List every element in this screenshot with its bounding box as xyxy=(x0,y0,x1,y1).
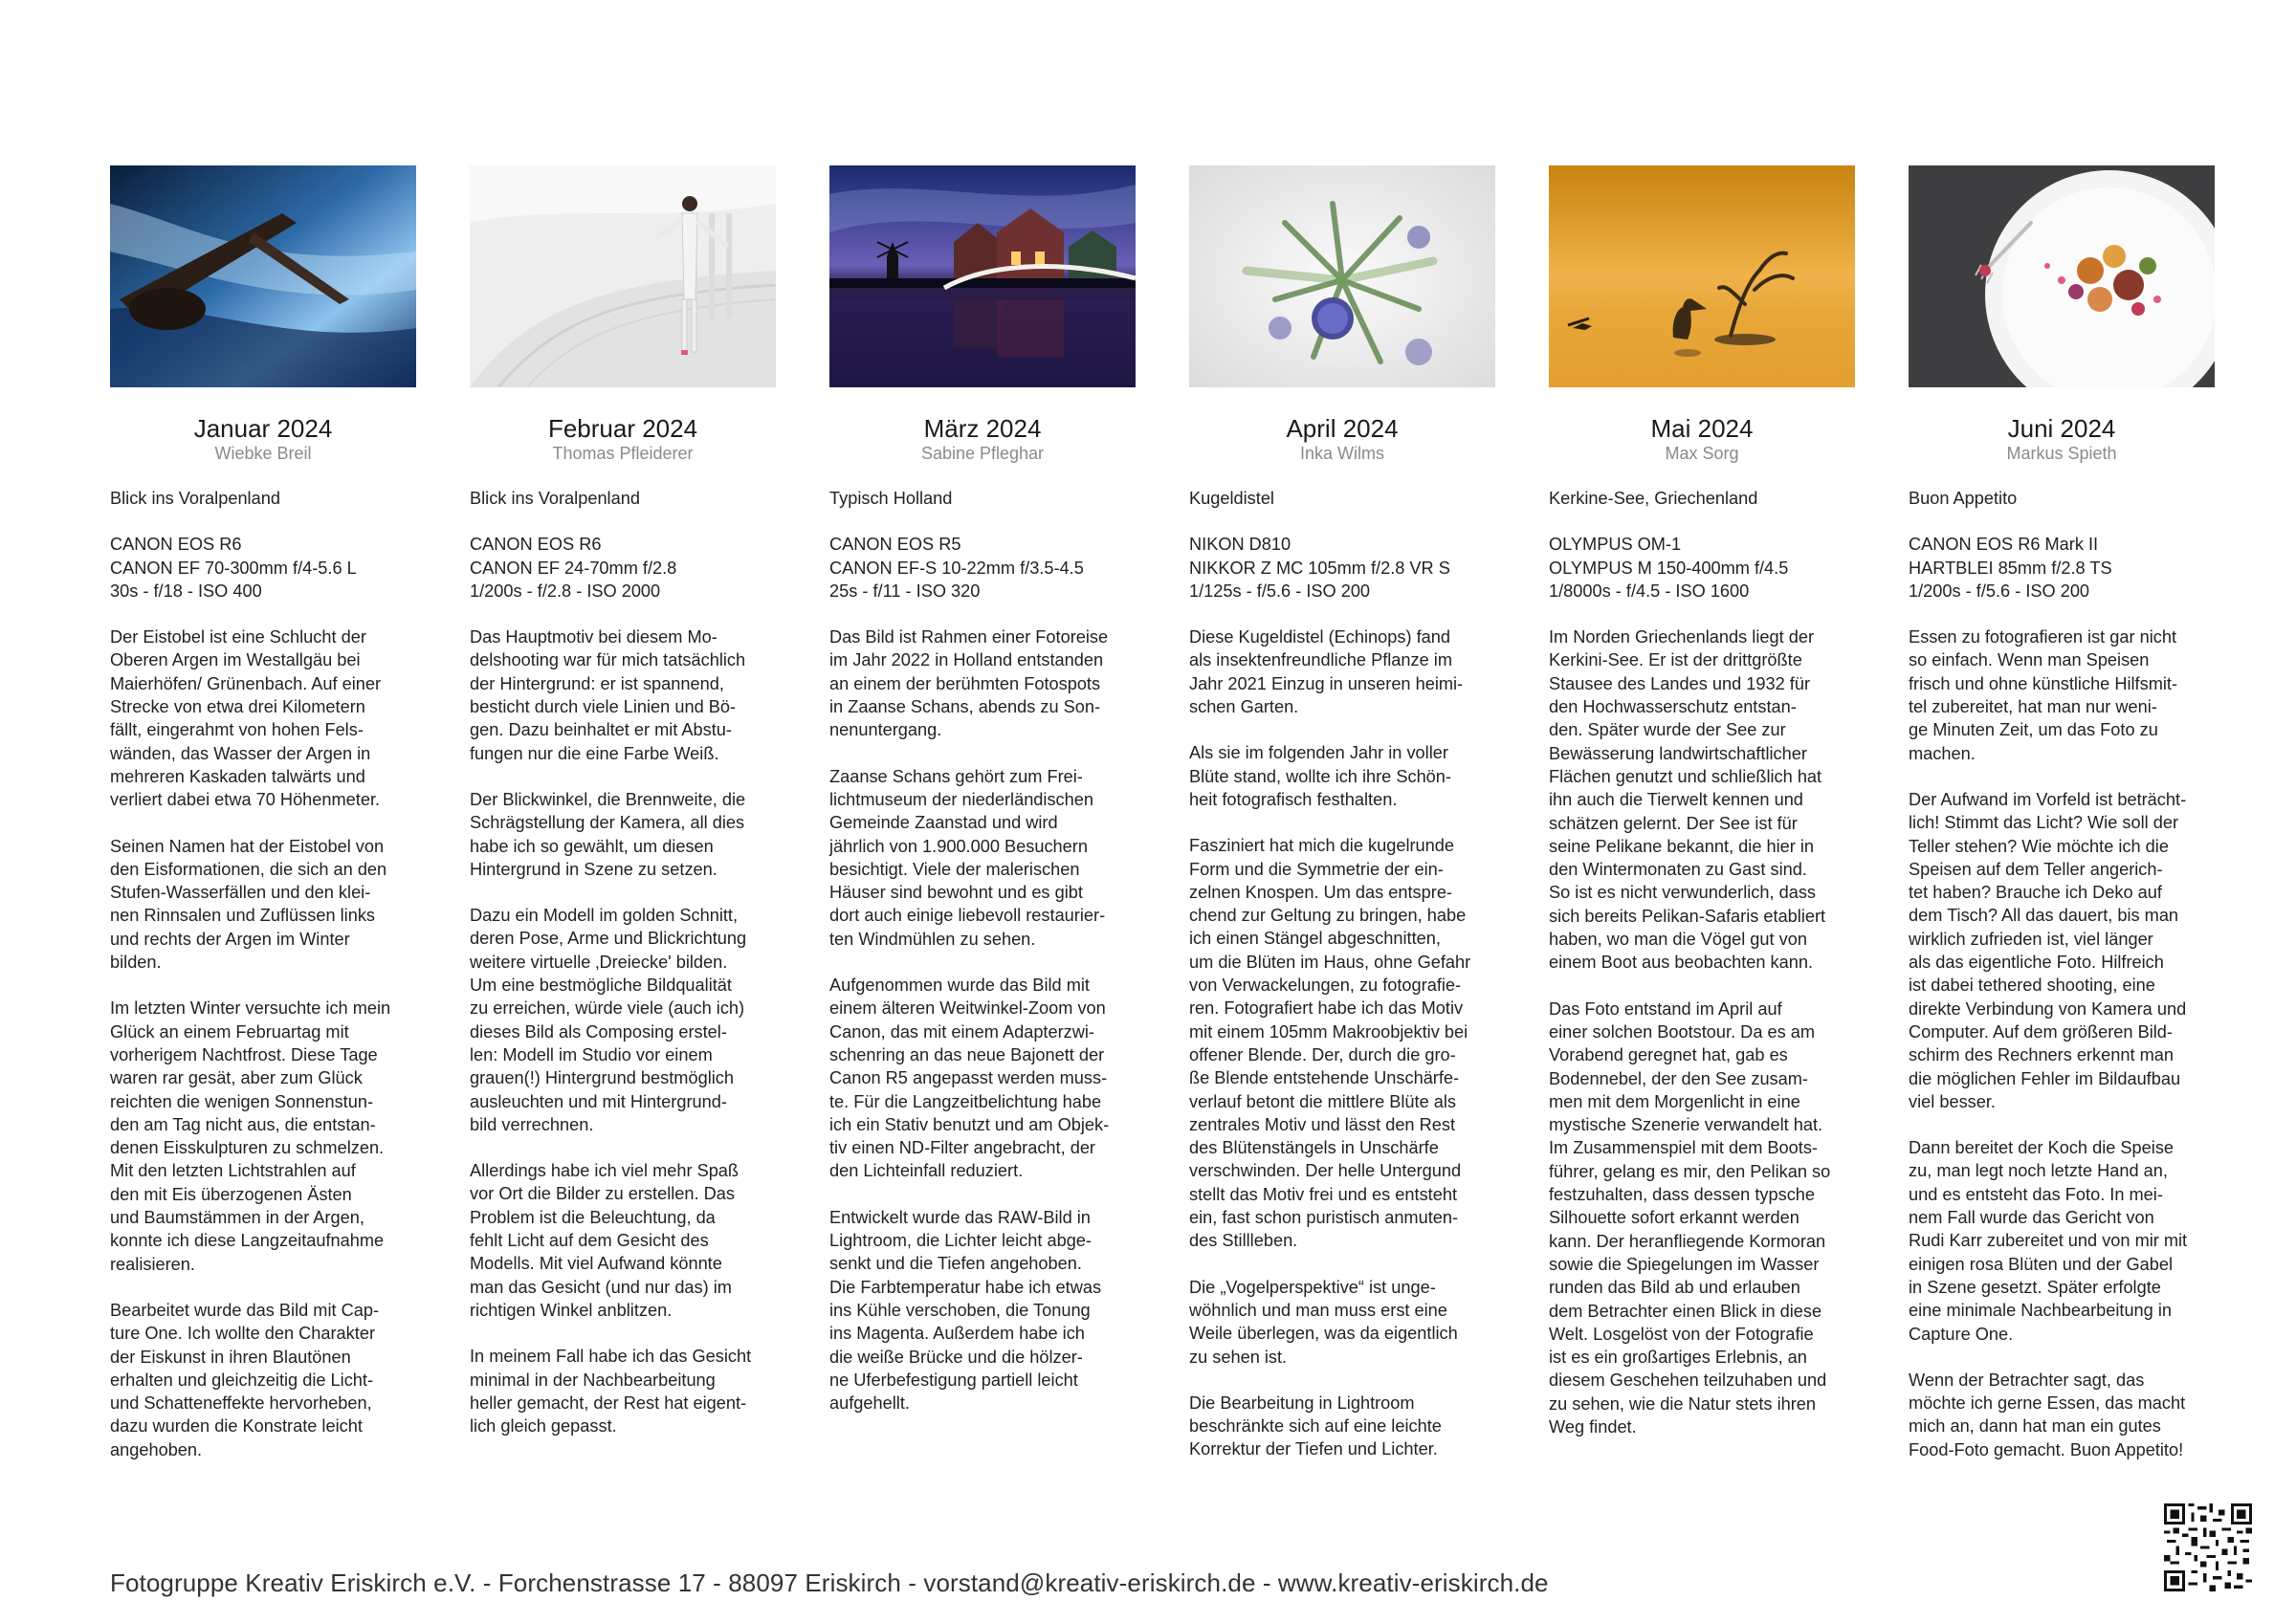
description-paragraph: Das Foto entstand im April auf einer solchen Bootstour. Da es am Vorabend geregnet hat, gab es Bodennebel, der den See zusam- men mit dem Morgenlicht in eine mystische Szenerie verwandelt hat. Im Zusammenspiel mit dem Boots- führer, gelang es mir, den Pelikan so festzuhalten, dass dessen typsche Silhouette sofort erkannt werden kann. Der heranfliegende Kormoran sowie die Spiegelungen im Wasser runden das Bild ab und erlauben dem Betrachter einen Blick in diese Welt. Losgelöst von der Fotografie ist es ein großartiges Erlebnis, an diesem Geschehen teilzuhaben und zu sehen, wie die Natur stets ihren Weg findet. xyxy=(1549,998,1831,1437)
photographer-name: Sabine Pfleghar xyxy=(920,444,1045,463)
description-paragraph: Diese Kugeldistel (Echinops) fand als insektenfreundliche Pflanze im Jahr 2021 Einzug in unseren heimi- schen Garten. xyxy=(1189,627,1464,717)
camera-model: CANON EOS R6 Mark II xyxy=(1909,535,2099,555)
description-paragraph: In meinem Fall habe ich das Gesicht minimal in der Nachbearbeitung heller gemacht, der Rest hat eigent- lich gleich gepasst. xyxy=(470,1347,752,1437)
camera-model: CANON EOS R5 xyxy=(829,535,961,555)
description-paragraph: Das Hauptmotiv bei diesem Mo- delshooting war für mich tatsächlich der Hintergrund: er ist spannend, besticht durch viele Linien und Bö- gen. Dazu beinhaltet er mit Abstu- fungen nur die eine Farbe Weiß. xyxy=(470,627,746,763)
lens-model: CANON EF-S 10-22mm f/3.5-4.5 xyxy=(829,558,1084,578)
exposure-settings: 30s - f/18 - ISO 400 xyxy=(110,581,262,601)
month-title: Mai 2024 xyxy=(1650,414,1754,443)
camera-model: NIKON D810 xyxy=(1189,535,1292,555)
lens-model: OLYMPUS M 150-400mm f/4.5 xyxy=(1549,558,1789,578)
description-paragraph: Das Bild ist Rahmen einer Fotoreise im Jahr 2022 in Holland entstanden an einem der berühmten Fotospots in Zaanse Schans, abends zu Son- nenuntergang. xyxy=(829,627,1109,740)
description-paragraph: Aufgenommen wurde das Bild mit einem älteren Weitwinkel-Zoom von Canon, das mit einem Adapterzwi- schenring an das neue Bajonett der Canon R5 angepasst werden muss- te. Für die Langzeitbelichtung habe ich ein Stativ benutzt und am Objek- tiv einen ND-Filter angebracht, der den Lichteinfall reduziert. xyxy=(829,976,1110,1181)
description-paragraph: Bearbeitet wurde das Bild mit Cap- ture One. Ich wollte den Charakter der Eiskunst in ihren Blautönen erhalten und gleichzeitig die Licht- und Schatteneffekte hervorheben, dazu wurden die Konstrate leicht angehoben. xyxy=(110,1300,380,1459)
description-paragraph: Der Blickwinkel, die Brennweite, die Schrägstellung der Kamera, all dies habe ich so gewählt, um diesen Hintergrund in Szene zu setzen. xyxy=(470,789,746,879)
photographer-name: Markus Spieth xyxy=(2006,444,2117,463)
lens-model: NIKKOR Z MC 105mm f/2.8 VR S xyxy=(1189,558,1450,578)
description-paragraph: Als sie im folgenden Jahr in voller Blüte stand, wollte ich ihre Schön- heit fotografisch festhalten. xyxy=(1189,743,1451,809)
month-column-february xyxy=(470,165,776,1460)
month-column-june xyxy=(1909,165,2215,1484)
photo-title: Blick ins Voralpenland xyxy=(110,489,280,508)
description-paragraph: Im Norden Griechenlands liegt der Kerkini-See. Er ist der drittgrößte Stausee des Landes und 1932 für den Hochwasserschutz entstan- den. Später wurde der See zur Bewässerung landwirtschaftlicher Flächen genutzt und schließlich hat ihn auch die Tierwelt kennen und schätzen gelernt. Der See ist für seine Pelikane bekannt, die hier in den Wintermonaten zu Gast sind. So ist es nicht verwunderlich, dass sich bereits Pelikan-Safaris etabliert haben, wo man die Vögel gut von einem Boot aus beobachten kann. xyxy=(1549,627,1826,973)
description-paragraph: Wenn der Betrachter sagt, das möchte ich gerne Essen, das macht mich an, dann hat man ein gutes Food-Foto gemacht. Buon Appetito! xyxy=(1909,1370,2186,1459)
description-paragraph: Fasziniert hat mich die kugelrunde Form und die Symmetrie der ein- zelnen Knospen. Um das entspre- chend zur Geltung zu bringen, habe ich einen Stängel abgeschnitten, um die Blüten im Haus, ohne Gefahr von Verwackelungen, zu fotografie- ren. Fotografiert habe ich das Motiv mit einem 105mm Makroobjektiv bei offener Blende. Der, durch die gro- ße Blende entstehende Unschärfe- verlauf betont die mittlere Blüte als zentrales Motiv und lässt den Rest des Blütenstängels in Unschärfe verschwinden. Der helle Untergund stellt das Motiv frei und es entsteht ein, fast schon puristisch anmuten- des Stillleben. xyxy=(1189,836,1471,1251)
photo-ice-gorge xyxy=(110,165,416,387)
exposure-settings: 25s - f/11 - ISO 320 xyxy=(829,581,981,601)
photographer-name: Max Sorg xyxy=(1665,444,1739,463)
photo-title: Buon Appetito xyxy=(1909,489,2018,508)
lens-model: CANON EF 70-300mm f/4-5.6 L xyxy=(110,558,357,578)
description-paragraph: Im letzten Winter versuchte ich mein Glück an einem Februartag mit vorherigem Nachtfrost. Diese Tage waren rar gesät, aber zum Glück reichten die wenigen Sonnenstun- den am Tag nicht aus, die entstan- denen Eisskulpturen zu schmelzen. Mit den letzten Lichtstrahlen auf den mit Eis überzogenen Ästen und Baumstämmen in der Argen, konnte ich diese Langzeitaufnahme realisieren. xyxy=(110,998,391,1274)
lens-model: HARTBLEI 85mm f/2.8 TS xyxy=(1909,558,2112,578)
month-title: Juni 2024 xyxy=(2007,414,2116,443)
photo-model-white-studio xyxy=(470,165,776,387)
description-paragraph: Zaanse Schans gehört zum Frei- lichtmuseum der niederländischen Gemeinde Zaanstad und wird jährlich von 1.900.000 Besuchern besichtigt. Viele der malerischen Häuser sind bewohnt und es gibt dort auch einige liebevoll restaurier- ten Windmühlen zu sehen. xyxy=(829,766,1106,949)
description-paragraph: Die Bearbeitung in Lightroom beschränkte sich auf eine leichte Korrektur der Tiefen und Lichter. xyxy=(1189,1393,1442,1459)
photo-title: Typisch Holland xyxy=(829,489,953,508)
photo-food-plate xyxy=(1909,165,2215,387)
camera-model: OLYMPUS OM-1 xyxy=(1549,535,1682,555)
photo-title: Kerkine-See, Griechenland xyxy=(1549,489,1758,508)
footer-contact: Fotogruppe Kreativ Eriskirch e.V. - Forchenstrasse 17 - 88097 Eriskirch - vorstand@kreativ-eriskirch.de - www.kreativ-eriskirch.de xyxy=(110,1568,1549,1597)
month-title: Februar 2024 xyxy=(547,414,698,443)
month-column-may xyxy=(1549,165,1855,1461)
month-column-march xyxy=(829,165,1136,1437)
photo-title: Blick ins Voralpenland xyxy=(470,489,640,508)
description-paragraph: Entwickelt wurde das RAW-Bild in Lightroom, die Lichter leicht abge- senkt und die Tiefen angehoben. Die Farbtemperatur habe ich etwas ins Kühle verschoben, die Tonung ins Magenta. Außerdem habe ich die weiße Brücke und die hölzer- ne Uferbefestigung partiell leicht aufgehellt. xyxy=(829,1207,1102,1414)
lens-model: CANON EF 24-70mm f/2.8 xyxy=(470,558,677,578)
month-title: Januar 2024 xyxy=(193,414,333,443)
description-paragraph: Die „Vogelperspektive“ ist unge- wöhnlich und man muss erst eine Weile überlegen, was da eigentlich zu sehen ist. xyxy=(1189,1277,1458,1367)
photographer-name: Thomas Pfleiderer xyxy=(552,444,694,463)
exposure-settings: 1/200s - f/2.8 - ISO 2000 xyxy=(470,581,661,601)
description-paragraph: Essen zu fotografieren ist gar nicht so einfach. Wenn man Speisen frisch und ohne künstliche Hilfsmit- tel zubereitet, hat man nur weni- ge Minuten Zeit, um das Foto zu machen. xyxy=(1909,627,2178,763)
photo-pelican-lake xyxy=(1549,165,1855,387)
description-paragraph: Der Eistobel ist eine Schlucht der Oberen Argen im Westallgäu bei Maierhöfen/ Grünenbach. Auf einer Strecke von etwa drei Kilometern fällt, eingerahmt von hohen Fels- wänden, das Wasser der Argen in mehreren Kaskaden talwärts und verliert dabei etwa 70 Höhenmeter. xyxy=(110,627,382,810)
qr-code[interactable] xyxy=(2164,1503,2252,1591)
description-paragraph: Seinen Namen hat der Eistobel von den Eisformationen, die sich an den Stufen-Wasserfällen und den klei- nen Rinnsalen und Zuflüssen links und rechts der Argen im Winter bilden. xyxy=(110,836,387,973)
photo-globe-thistle xyxy=(1189,165,1495,387)
month-title: März 2024 xyxy=(923,414,1042,443)
exposure-settings: 1/200s - f/5.6 - ISO 200 xyxy=(1909,581,2090,601)
photographer-name: Inka Wilms xyxy=(1299,444,1384,463)
photo-title: Kugeldistel xyxy=(1189,489,1274,508)
camera-model: CANON EOS R6 xyxy=(470,535,602,555)
month-column-april xyxy=(1189,165,1495,1484)
description-paragraph: Dann bereitet der Koch die Speise zu, man legt noch letzte Hand an, und es entsteht das Foto. In mei- nem Fall wurde das Gericht von Rudi Karr zubereitet und von mir mit einigen rosa Blüten und der Gabel in Szene gesetzt. Später erfolgte eine minimale Nachbearbeitung in Capture One. xyxy=(1909,1138,2188,1344)
month-column-january xyxy=(110,165,416,1484)
description-paragraph: Dazu ein Modell im golden Schnitt, deren Pose, Arme und Blickrichtung weitere virtuelle ‚Dreiecke' bilden. Um eine bestmögliche Bildqualität zu erreichen, würde viele (auch ich) dieses Bild als Composing erstel- len: Modell im Studio vor einem grauen(!) Hintergrund bestmöglich ausleuchten und mit Hintergrund- bild verrechnen. xyxy=(470,906,747,1134)
exposure-settings: 1/125s - f/5.6 - ISO 200 xyxy=(1189,581,1371,601)
photo-zaanse-schans xyxy=(829,165,1136,387)
photographer-name: Wiebke Breil xyxy=(214,444,312,463)
exposure-settings: 1/8000s - f/4.5 - ISO 1600 xyxy=(1549,581,1750,601)
description-paragraph: Der Aufwand im Vorfeld ist beträcht- lich! Stimmt das Licht? Wie soll der Teller stehen? Wie möchte ich die Speisen auf dem Teller angerich- tet haben? Brauche ich Deko auf dem Tisch? All das dauert, bis man wirklich zufrieden ist, viel länger als das eigentliche Foto. Hilfreich ist dabei tethered shooting, eine direkte Verbindung von Kamera und Computer. Auf dem größeren Bild- schirm des Rechners erkennt man die möglichen Fehler im Bildaufbau viel besser. xyxy=(1909,789,2187,1111)
camera-model: CANON EOS R6 xyxy=(110,535,242,555)
month-title: April 2024 xyxy=(1286,414,1399,443)
description-paragraph: Allerdings habe ich viel mehr Spaß vor Ort die Bilder zu erstellen. Das Problem ist die Beleuchtung, da fehlt Licht auf dem Gesicht des Modells. Mit viel Aufwand könnte man das Gesicht (und nur das) im richtigen Winkel anblitzen. xyxy=(470,1161,740,1320)
